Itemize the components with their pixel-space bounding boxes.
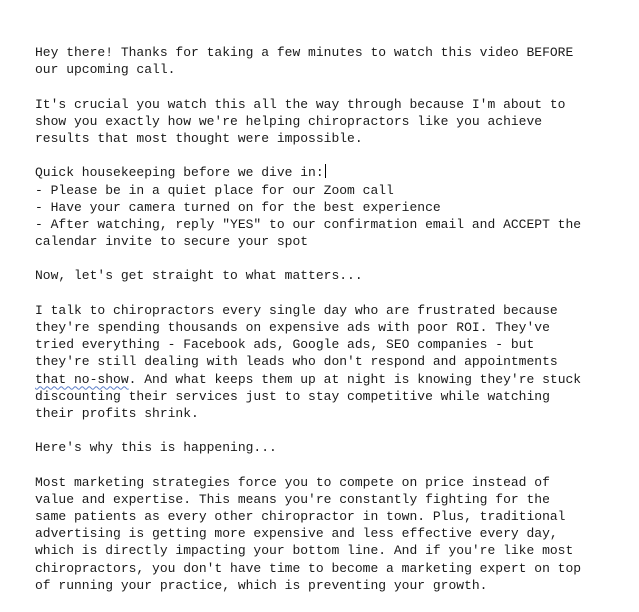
frustration-line-2: they're spending thousands on expensive ads with poor ROI. They've [35, 320, 550, 335]
why-line-1: Most marketing strategies force you to compete on price instead of [35, 474, 550, 490]
crucial-line-3: results that most thought were impossible. [35, 130, 363, 146]
blank-line [35, 422, 639, 439]
why-line-2: value and expertise. This means you're constantly fighting for the [35, 491, 550, 507]
frustration-line-5 [35, 371, 639, 388]
housekeeping-item-3-cont: calendar invite to secure your spot [35, 234, 309, 250]
crucial-line-1: It's crucial you watch this all the way through because I'm about to [35, 96, 566, 112]
blank-line [35, 285, 639, 302]
transition-line-1: Now, let's get straight to what matters... [35, 268, 363, 284]
housekeeping-heading-line [35, 164, 639, 181]
housekeeping-heading: Quick housekeeping before we dive in: [35, 165, 324, 181]
text-cursor [325, 164, 326, 178]
frustration-line-6: discounting their services just to stay competitive while watching [35, 388, 550, 404]
frustration-line-3: tried everything - Facebook ads, Google ads, SEO companies - but [35, 337, 535, 353]
frustration-line-1: I talk to chiropractors every single day who are frustrated because [35, 302, 558, 318]
blank-line [35, 250, 639, 267]
housekeeping-item-2: - Have your camera turned on for the best experience [35, 199, 441, 215]
frustration-line-7: their profits shrink. [35, 405, 199, 421]
transition-line-2: Here's why this is happening... [35, 440, 277, 456]
blank-line [35, 147, 639, 164]
why-line-6: chiropractors, you don't have time to become a marketing expert on top [35, 560, 582, 576]
why-line-5: which is directly impacting your bottom line. And if you're like most [35, 543, 574, 559]
intro-line-1: Hey there! Thanks for taking a few minutes to watch this video BEFORE [35, 45, 574, 60]
intro-line-2: our upcoming call. [35, 62, 176, 78]
blank-line [35, 457, 639, 474]
why-line-7: of running your practice, which is preventing your growth. [35, 577, 488, 593]
why-line-4: advertising is getting more expensive and less effective every day, [35, 526, 558, 542]
housekeeping-item-1: - Please be in a quiet place for our Zoom call [35, 182, 394, 198]
frustration-line-4: they're still dealing with leads who don't respond and appointments [35, 354, 558, 370]
frustration-line-5-rest: . And what keeps them up at night is knowing they're stuck [128, 371, 582, 387]
housekeeping-item-3: - After watching, reply "YES" to our confirmation email and ACCEPT the [35, 216, 582, 232]
why-line-3: same patients as every other chiropractor in town. Plus, traditional [35, 509, 566, 525]
crucial-line-2: show you exactly how we're helping chiropractors like you achieve [35, 113, 543, 129]
grammar-flagged-text[interactable]: that no-show [35, 371, 129, 387]
blank-line [35, 78, 639, 95]
